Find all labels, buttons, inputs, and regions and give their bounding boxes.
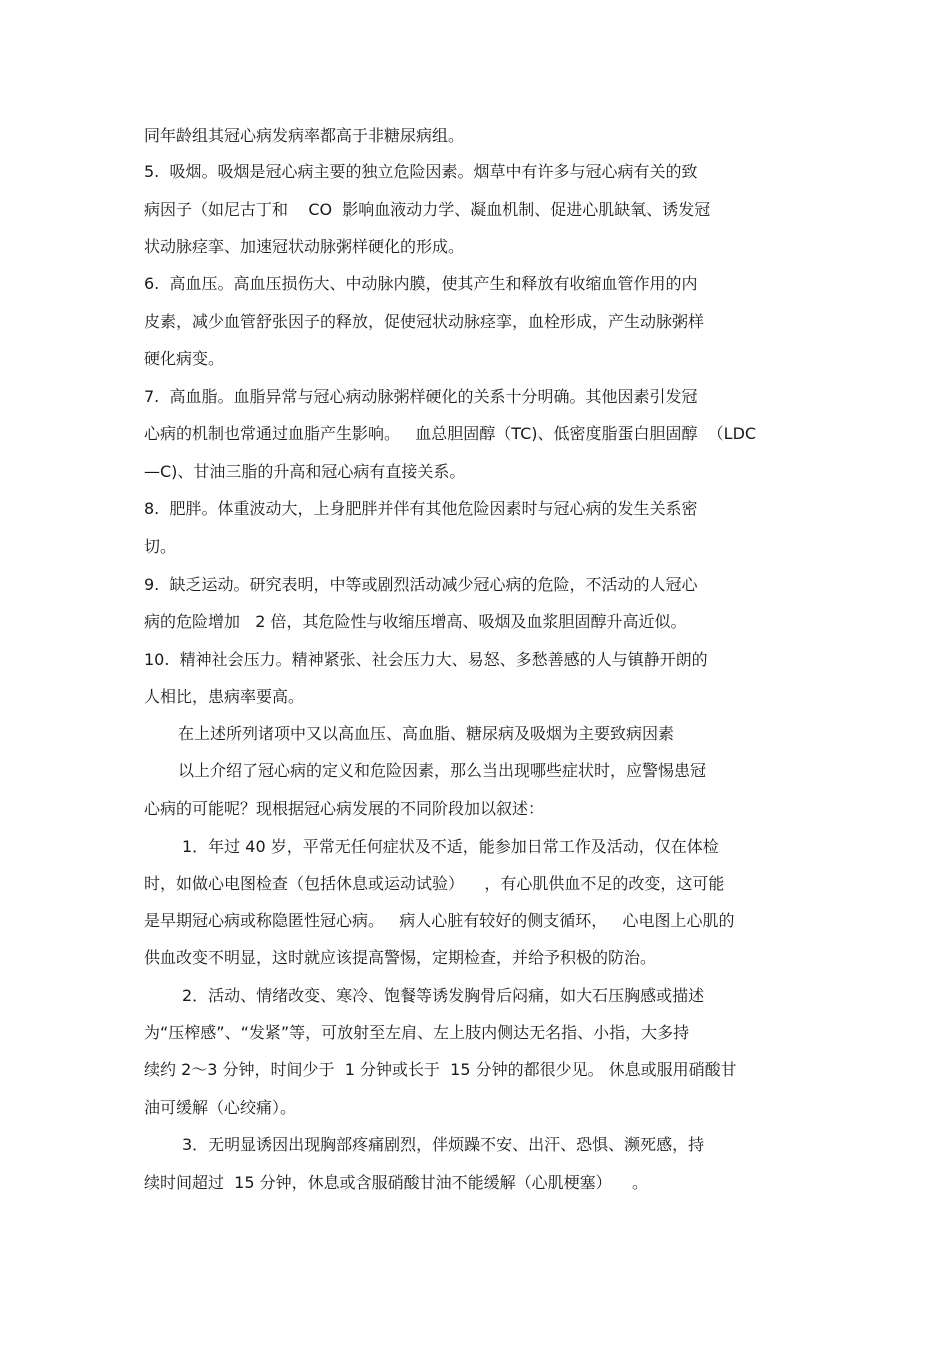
text-line: 是早期冠心病或称隐匿性冠心病。 病人心脏有较好的侧支循环， 心电图上心肌的 (144, 911, 735, 930)
text-line: 10. 精神社会压力。精神紧张、社会压力大、易怒、多愁善感的人与镇静开朗的 (144, 650, 708, 669)
text-line: 续时间超过 15 分钟，休息或含服硝酸甘油不能缓解（心肌梗塞） 。 (144, 1173, 648, 1192)
text-line: 心病的机制也常通过血脂产生影响。 血总胆固醇（TC)、低密度脂蛋白胆固醇 （LDC (144, 424, 757, 443)
text-line: 为“压榨感”、“发紧”等，可放射至左肩、左上肢内侧达无名指、小指，大多持 (144, 1023, 690, 1042)
text-line: 3．无明显诱因出现胸部疼痛剧烈，伴烦躁不安、出汗、恐惧、濒死感，持 (182, 1135, 705, 1154)
text-line: 人相比，患病率要高。 (144, 687, 305, 706)
text-line: 心病的可能呢？现根据冠心病发展的不同阶段加以叙述： (144, 799, 545, 818)
text-line: 状动脉痉挛、加速冠状动脉粥样硬化的形成。 (144, 237, 465, 256)
text-line: 2．活动、情绪改变、寒冷、饱餐等诱发胸骨后闷痛，如大石压胸感或描述 (182, 986, 705, 1005)
text-line: —C)、甘油三脂的升高和冠心病有直接关系。 (144, 462, 466, 481)
text-line: 病因子（如尼古丁和 CO 影响血液动力学、凝血机制、促进心肌缺氧、诱发冠 (144, 200, 711, 219)
text-line: 续约 2～3 分钟，时间少于 1 分钟或长于 15 分钟的都很少见。 休息或服用硝酸甘 (144, 1060, 737, 1079)
text-line: 6. 高血压。高血压损伤大、中动脉内膜，使其产生和释放有收缩血管作用的内 (144, 274, 698, 293)
text-line: 病的危险增加 2 倍，其危险性与收缩压增高、吸烟及血浆胆固醇升高近似。 (144, 612, 687, 631)
text-line: 1．年过 40 岁，平常无任何症状及不适，能参加日常工作及活动，仅在体检 (182, 837, 719, 856)
text-line: 在上述所列诸项中又以高血压、高血脂、糖尿病及吸烟为主要致病因素 (178, 724, 675, 743)
text-line: 以上介绍了冠心病的定义和危险因素，那么当出现哪些症状时，应警惕患冠 (178, 761, 707, 780)
text-line: 9. 缺乏运动。研究表明，中等或剧烈活动减少冠心病的危险，不活动的人冠心 (144, 575, 698, 594)
text-line: 供血改变不明显，这时就应该提高警惕，定期检查，并给予积极的防治。 (144, 948, 657, 967)
text-line: 硬化病变。 (144, 349, 225, 368)
text-line: 5. 吸烟。吸烟是冠心病主要的独立危险因素。烟草中有许多与冠心病有关的致 (144, 162, 698, 181)
text-line: 切。 (144, 537, 177, 556)
text-line: 皮素，减少血管舒张因子的释放，促使冠状动脉痉挛，血栓形成，产生动脉粥样 (144, 312, 705, 331)
text-line: 8. 肥胖。体重波动大，上身肥胖并伴有其他危险因素时与冠心病的发生关系密 (144, 499, 698, 518)
text-line: 油可缓解（心绞痛）。 (144, 1098, 297, 1117)
text-line: 同年龄组其冠心病发病率都高于非糖尿病组。 (144, 126, 465, 145)
text-line: 7. 高血脂。血脂异常与冠心病动脉粥样硬化的关系十分明确。其他因素引发冠 (144, 387, 698, 406)
text-line: 时，如做心电图检查（包括休息或运动试验） ，有心肌供血不足的改变，这可能 (144, 874, 725, 893)
